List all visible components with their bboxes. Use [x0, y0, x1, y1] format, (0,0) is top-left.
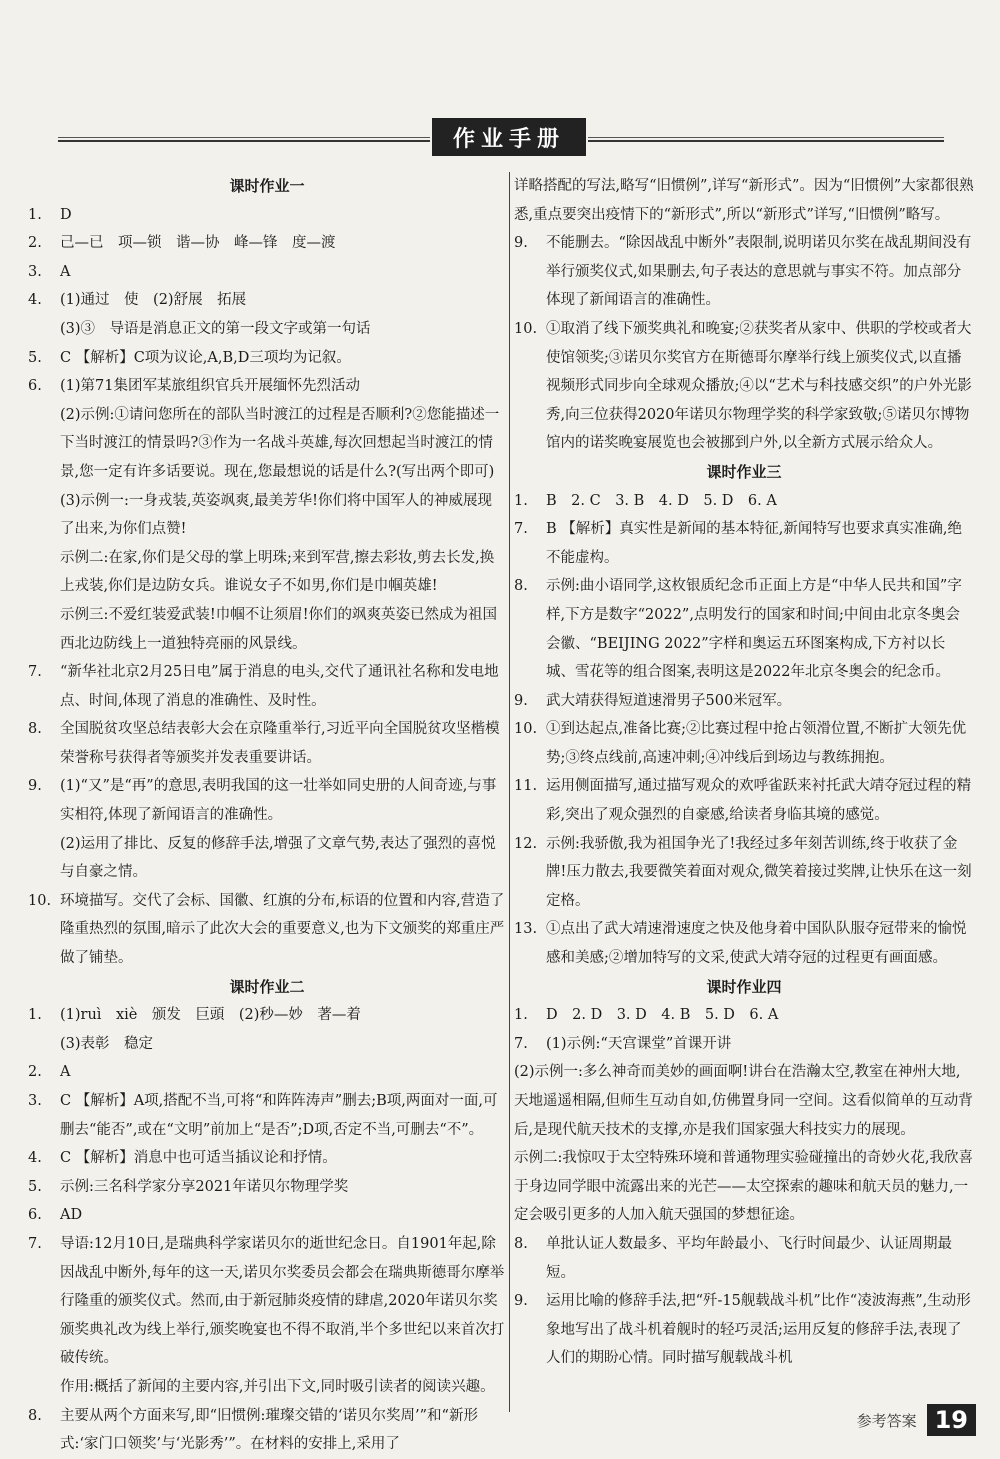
answer-item: [28, 286, 506, 315]
item-text: ①到达起点,准备比赛;②比赛过程中抢占领滑位置,不断扩大领先优势;③终点线前,高速冲刺;④冲线后到场边与教练拥抱。: [546, 721, 967, 766]
item-text: ①点出了武大靖速滑速度之快及他身着中国队队服夺冠带来的愉悦感和美感;②增加特写的文采,使武大靖夺冠的过程更有画面感。: [546, 921, 967, 967]
item-text: 己—已 项—锁 谐—协 峰—锋 度—渡: [60, 235, 336, 252]
item-text: 示例:我骄傲,我为祖国争光了!我经过多年刻苦训练,终于收获了金牌!压力散去,我要微笑着面对观众,微笑着接过奖牌,让快乐在这一刻定格。: [546, 835, 972, 909]
answer-item: [28, 344, 506, 373]
answer-item: [28, 887, 506, 973]
answer-item: [514, 515, 974, 572]
item-continuation: (2)示例一:多么神奇而美妙的画面啊!讲台在浩瀚太空,教室在神州大地,天地遥遥相隔,但师生互动自如,仿佛置身同一空间。这看似简单的互动背后,是现代航天技术的支撑,亦是我们国家强大科技实力的展现。: [514, 1064, 973, 1138]
item-number: 7.: [28, 664, 42, 681]
item-number: 4.: [28, 292, 42, 309]
item-continuation: 详略搭配的写法,略写“旧惯例”,详写“新形式”。因为“旧惯例”大家都很熟悉,重点要突出疫情下的“新形式”,所以“新形式”详写,“旧惯例”略写。: [514, 178, 974, 223]
answer-item: [514, 772, 974, 829]
answer-item: [514, 572, 974, 686]
item-text: C 【解析】A项,搭配不当,可将“和阵阵涛声”删去;B项,两面对一面,可删去“能否”,或在“文明”前加上“是否”;D项,否定不当,可删去“不”。: [60, 1093, 498, 1138]
answer-item: [514, 915, 974, 972]
page-number: 19: [927, 1404, 976, 1436]
answer-item: [28, 1230, 506, 1373]
item-text: D 2. D 3. D 4. B 5. D 6. A: [546, 1007, 779, 1024]
item-number: 6.: [28, 1207, 42, 1224]
item-text: (1)通过 使 (2)舒展 拓展: [60, 292, 247, 309]
section-title: 课时作业一: [229, 177, 305, 195]
item-continuation: 作用:概括了新闻的主要内容,并引出下文,同时吸引读者的阅读兴趣。: [60, 1378, 495, 1395]
item-text: 运用侧面描写,通过描写观众的欢呼雀跃来衬托武大靖夺冠过程的精彩,突出了观众强烈的自豪感,给读者身临其境的感觉。: [546, 778, 972, 824]
item-number: 1.: [28, 1007, 42, 1024]
item-text: C 【解析】消息中也可适当插议论和抒情。: [60, 1150, 337, 1167]
answer-item: [28, 715, 506, 772]
answer-item: [514, 1030, 974, 1059]
answer-item: [28, 1058, 506, 1087]
answer-item: [28, 1144, 506, 1173]
item-text: 示例:曲小语同学,这枚银质纪念币正面上方是“中华人民共和国”字样,下方是数字“2022”,点明发行的国家和时间;中间由北京冬奥会会徽、“BEIJING 2022”字样和奥运五环图案构成,下方衬以长城、雪花等的组合图案,表明这是2022年北京冬奥会的纪念币。: [546, 578, 962, 681]
item-text: 环境描写。交代了会标、国徽、红旗的分布,标语的位置和内容,营造了隆重热烈的氛围,暗示了此次大会的重要意义,也为下文颁奖的郑重庄严做了铺垫。: [60, 892, 505, 967]
item-number: 8.: [514, 1235, 528, 1252]
item-text: (1)ruì xiè 颁发 巨頭 (2)秒—妙 著—着: [60, 1007, 361, 1024]
answer-item: [28, 229, 506, 258]
item-number: 1.: [28, 206, 42, 223]
item-number: 3.: [28, 263, 42, 280]
item-number: 6.: [28, 378, 42, 395]
answer-item: [28, 258, 506, 287]
item-number: 9.: [514, 692, 528, 709]
page-footer: [857, 1404, 976, 1436]
answer-item: [28, 1173, 506, 1202]
item-text: A: [60, 263, 71, 280]
header-rule-left-thick: [58, 140, 430, 142]
item-number: 1.: [514, 1007, 528, 1024]
item-text: (1)“又”是“再”的意思,表明我国的这一壮举如同史册的人间奇迹,与事实相符,体现了新闻语言的准确性。: [60, 778, 497, 824]
answer-item: [514, 715, 974, 772]
item-text: 示例:三名科学家分享2021年诺贝尔物理学奖: [60, 1178, 349, 1195]
item-number: 8.: [514, 578, 528, 595]
item-continuation: 示例二:在家,你们是父母的掌上明珠;来到军营,擦去彩妆,剪去长发,换上戎装,你们是边防女兵。谁说女子不如男,你们是巾帼英雄!: [60, 549, 495, 595]
item-text: 导语:12月10日,是瑞典科学家诺贝尔的逝世纪念日。自1901年起,除因战乱中断外,每年的这一天,诺贝尔奖委员会都会在瑞典斯德哥尔摩举行隆重的颁奖仪式。然而,由于新冠肺炎疫情的肆虐,2020年诺贝尔奖颁奖典礼改为线上举行,颁奖晚宴也不得不取消,半个多世纪以来首次打破传统。: [60, 1235, 505, 1367]
header-rule-right: [588, 137, 944, 138]
item-number: 8.: [28, 1407, 42, 1424]
answer-item: [514, 1230, 974, 1287]
answer-item: [514, 1287, 974, 1373]
item-number: 10.: [514, 721, 538, 738]
item-number: 4.: [28, 1150, 42, 1167]
header-rule-left: [58, 137, 430, 138]
answer-item: [514, 830, 974, 916]
answer-item: [28, 772, 506, 829]
item-number: 8.: [28, 721, 42, 738]
item-number: 7.: [28, 1235, 42, 1252]
item-continuation: 示例三:不爱红装爱武装!巾帼不让须眉!你们的飒爽英姿已然成为祖国西北边防线上一道独特亮丽的风景线。: [60, 606, 498, 652]
item-number: 5.: [28, 1178, 42, 1195]
item-number: 13.: [514, 921, 538, 938]
answer-item: [514, 487, 974, 516]
column-divider: [509, 172, 510, 1412]
item-text: (1)示例:“天宫课堂”首课开讲: [546, 1035, 732, 1052]
answer-item: [28, 1001, 506, 1030]
answer-item: [514, 229, 974, 315]
item-number: 2.: [28, 235, 42, 252]
section-title: 课时作业四: [706, 977, 782, 996]
item-text: 全国脱贫攻坚总结表彰大会在京隆重举行,习近平向全国脱贫攻坚楷模荣誉称号获得者等颁奖并发表重要讲话。: [60, 721, 500, 766]
item-number: 1.: [514, 492, 528, 509]
item-text: 运用比喻的修辞手法,把“歼-15舰载战斗机”比作“凌波海燕”,生动形象地写出了战斗机着舰时的轻巧灵活;运用反复的修辞手法,表现了人们的期盼心情。同时描写舰载战斗机: [546, 1293, 971, 1367]
item-text: C 【解析】C项为议论,A,B,D三项均为记叙。: [60, 349, 351, 366]
item-text: 单批认证人数最多、平均年龄最小、飞行时间最少、认证周期最短。: [546, 1235, 952, 1281]
item-text: D: [60, 206, 72, 223]
item-number: 7.: [514, 521, 528, 538]
answer-item: [28, 1201, 506, 1230]
answer-item: [28, 201, 506, 230]
item-continuation: (3)③ 导语是消息正文的第一段文字或第一句话: [60, 320, 371, 337]
item-number: 2.: [28, 1064, 42, 1081]
item-number: 10.: [28, 892, 52, 909]
item-text: AD: [60, 1207, 83, 1224]
header-banner: 作业手册: [432, 118, 586, 156]
answer-item: [514, 315, 974, 458]
answer-item: [514, 1001, 974, 1030]
item-text: 武大靖获得短道速滑男子500米冠军。: [546, 692, 792, 709]
item-number: 3.: [28, 1093, 42, 1109]
answer-item: [28, 1087, 506, 1144]
item-number: 10.: [514, 320, 538, 337]
item-number: 12.: [514, 835, 538, 852]
item-text: ①取消了线下颁奖典礼和晚宴;②获奖者从家中、供职的学校或者大使馆领奖;③诺贝尔奖官方在斯德哥尔摩举行线上颁奖仪式,以直播视频形式同步向全球观众播放;④以“艺术与科技感交织”的户外光影秀,向三位获得2020年诺贝尔物理学奖的科学家致敬;⑤诺贝尔博物馆内的诺奖晚宴展览也会被挪到户外,以全新方式展示给众人。: [546, 320, 972, 452]
section-title: 课时作业二: [229, 977, 305, 996]
item-text: B 2. C 3. B 4. D 5. D 6. A: [546, 492, 777, 509]
answer-item: [28, 1402, 506, 1459]
item-number: 11.: [514, 778, 538, 795]
answer-item: [28, 372, 506, 401]
item-text: A: [60, 1064, 71, 1081]
item-number: 9.: [514, 235, 528, 252]
item-text: 主要从两个方面来写,即“旧惯例:璀璨交错的‘诺贝尔奖周’”和“新形式:‘家门口领奖’与‘光影秀’”。在材料的安排上,采用了: [60, 1407, 478, 1453]
answer-item: [28, 658, 506, 715]
answer-item: [514, 687, 974, 716]
right-column: [514, 172, 974, 1373]
section-title: 课时作业三: [706, 462, 782, 481]
footer-label: 参考答案: [856, 1411, 917, 1430]
left-column: [28, 172, 506, 1459]
item-text: 不能删去。“除因战乱中断外”表限制,说明诺贝尔奖在战乱期间没有举行颁奖仪式,如果删去,句子表达的意思就与事实不符。加点部分体现了新闻语言的准确性。: [546, 235, 972, 309]
item-text: (1)第71集团军某旅组织官兵开展缅怀先烈活动: [60, 378, 360, 395]
header-rule-right-thick: [588, 140, 944, 142]
item-continuation: (3)表彰 稳定: [60, 1035, 154, 1052]
item-continuation: (3)示例一:一身戎装,英姿飒爽,最美芳华!你们将中国军人的神威展现了出来,为你们点赞!: [60, 492, 492, 538]
item-number: 9.: [28, 778, 42, 795]
item-text: “新华社北京2月25日电”属于消息的电头,交代了通讯社名称和发电地点、时间,体现了消息的准确性、及时性。: [60, 664, 499, 709]
item-continuation: (2)运用了排比、反复的修辞手法,增强了文章气势,表达了强烈的喜悦与自豪之情。: [60, 835, 496, 881]
item-continuation: 示例二:我惊叹于太空特殊环境和普通物理实验碰撞出的奇妙火花,我欣喜于身边同学眼中流露出来的光芒——太空探索的趣味和航天员的魅力,一定会吸引更多的人加入航天强国的梦想征途。: [514, 1150, 973, 1224]
item-text: B 【解析】真实性是新闻的基本特征,新闻特写也要求真实准确,绝不能虚构。: [546, 521, 962, 566]
item-number: 7.: [514, 1035, 528, 1052]
item-continuation: (2)示例:①请问您所在的部队当时渡江的过程是否顺利?②您能描述一下当时渡江的情景吗?③作为一名战斗英雄,每次回想起当时渡江的情景,您一定有许多话要说。现在,您最想说的话是什么?(写出两个即可): [60, 406, 500, 480]
item-number: 5.: [28, 349, 42, 366]
item-number: 9.: [514, 1293, 528, 1310]
